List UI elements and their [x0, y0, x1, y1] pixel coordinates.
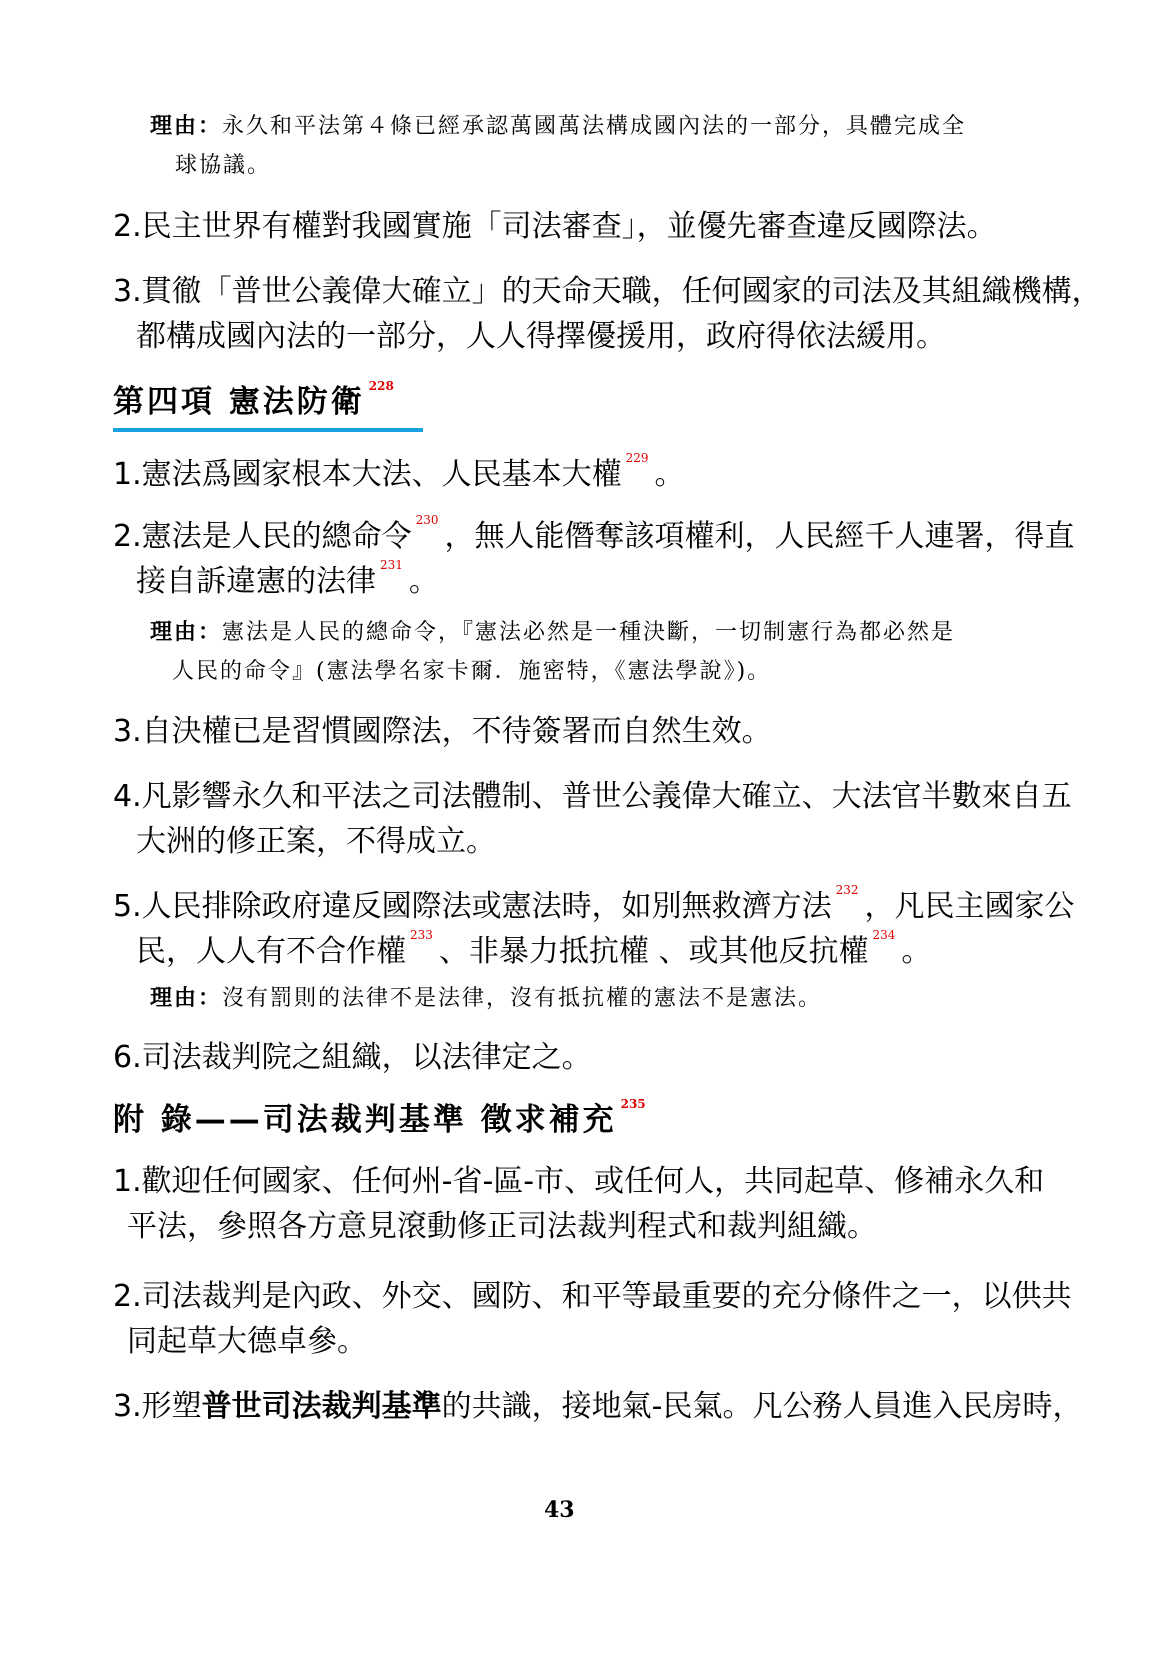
reason-label: 理由： [150, 113, 223, 139]
reason-line: 理由：永久和平法第４條已經承認萬國萬法構成國內法的一部分，具體完成全 [150, 113, 967, 139]
footnote-ref: 230 [415, 513, 439, 527]
footnote-ref: 229 [625, 451, 649, 465]
footnote-ref: 234 [872, 928, 896, 942]
heading-underline [113, 428, 423, 432]
footnote-ref: 228 [368, 379, 394, 393]
bold-phrase: 普世司法裁判基準 [201, 1389, 442, 1424]
reason-line: 理由：憲法是人民的總命令，『憲法必然是一種決斷，一切制憲行為都必然是 [150, 619, 956, 645]
list-item-continuation: 平法，參照各方意見滾動修正司法裁判程式和裁判組織。 [127, 1209, 877, 1244]
list-item-continuation: 同起草大德卓參。 [127, 1324, 367, 1359]
list-item-continuation: 接自訴違憲的法律 $^{231}$ 。 [136, 558, 439, 599]
reason-line: 理由：沒有罰則的法律不是法律，沒有抵抗權的憲法不是憲法。 [150, 985, 823, 1011]
list-item: 1.歡迎任何國家、任何州-省-區-市、或任何人，共同起草、修補永久和 [113, 1164, 1045, 1199]
reason-line: 球協議。 [175, 153, 272, 178]
reason-label: 理由： [150, 619, 223, 645]
list-item: 2.憲法是人民的總命令 $^{230}$ ，無人能僭奪該項權利，人民經千人連署，得直 [113, 513, 1075, 554]
list-item: 3.形塑普世司法裁判基準的共識，接地氣-民氣。凡公務人員進入民房時， [113, 1389, 1083, 1424]
footnote-ref: 231 [380, 558, 403, 572]
list-item: 6.司法裁判院之組織，以法律定之。 [113, 1040, 592, 1075]
footnote-ref: 232 [835, 883, 859, 897]
list-item-continuation: 都構成國內法的一部分，人人得擇優援用，政府得依法緩用。 [136, 319, 946, 354]
reason-line: 人民的命令』(憲法學名家卡爾．施密特，《憲法學說》)。 [172, 659, 772, 684]
list-item: 3.貫徹「普世公義偉大確立」的天命天職，任何國家的司法及其組織機構， [113, 274, 1102, 309]
page-number: 43 [544, 1497, 575, 1523]
footnote-ref: 233 [410, 928, 433, 942]
section-heading: 附 錄——司法裁判基準 徵求補充 $^{235}$ [113, 1097, 646, 1138]
footnote-ref: 235 [620, 1097, 646, 1111]
list-item: 2.司法裁判是內政、外交、國防、和平等最重要的充分條件之一，以供共 [113, 1279, 1072, 1314]
reason-label: 理由： [150, 985, 223, 1011]
list-item-continuation: 大洲的修正案，不得成立。 [136, 824, 496, 859]
list-item: 5.人民排除政府違反國際法或憲法時，如別無救濟方法 $^{232}$ ，凡民主國家公 [113, 883, 1075, 924]
list-item: 4.凡影響永久和平法之司法體制、普世公義偉大確立、大法官半數來自五 [113, 779, 1072, 814]
section-heading: 第四項 憲法防衛 $^{228}$ [113, 379, 394, 420]
list-item: 1.憲法爲國家根本大法、人民基本大權 $^{229}$ 。 [113, 451, 685, 492]
list-item: 2.民主世界有權對我國實施「司法審查」，並優先審查違反國際法。 [113, 209, 997, 244]
list-item-continuation: 民，人人有不合作權 $^{233}$ 、非暴力抵抗權 、或其他反抗權 $^{234}$ 。 [136, 928, 932, 969]
list-item: 3.自決權已是習慣國際法，不待簽署而自然生效。 [113, 714, 772, 749]
